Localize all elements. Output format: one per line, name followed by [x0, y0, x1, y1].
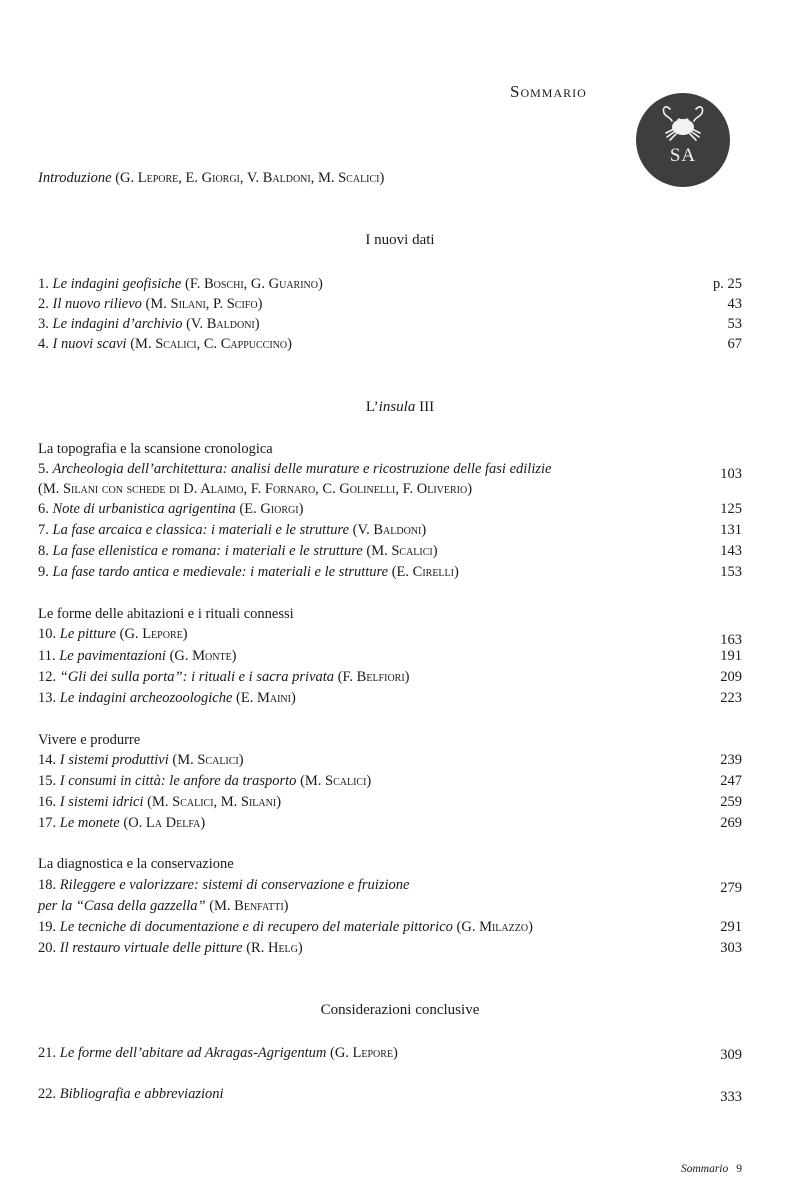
entry-page: 259 [720, 794, 742, 810]
entry-title: Le pitture [59, 626, 117, 642]
toc-entry-12[interactable] [38, 667, 742, 687]
toc-entry-21[interactable] [38, 1043, 742, 1063]
entry-authors: (R. Helg) [246, 940, 303, 956]
page-footer [681, 1163, 742, 1175]
entry-page: 153 [720, 564, 742, 580]
entry-title: Le indagini archeozoologiche [59, 690, 233, 706]
toc-entry-22[interactable] [38, 1084, 742, 1104]
page-title: Sommario [510, 82, 587, 101]
entry-authors: (O. La Delfa) [123, 815, 206, 831]
entry-page: 309 [720, 1047, 742, 1063]
entry-title: La fase arcaica e classica: i materiali e le strutture [52, 522, 350, 538]
toc-entry-5[interactable] [38, 459, 742, 482]
section-heading-insula [0, 397, 800, 417]
entry-number: 2. [38, 296, 49, 312]
heading-italic: insula [378, 399, 416, 415]
toc-entry-4[interactable] [38, 334, 742, 354]
group-title-abitazioni: Le forme delle abitazioni e i rituali connessi [38, 606, 294, 622]
entry-page: 223 [720, 690, 742, 706]
toc-entry-17[interactable] [38, 813, 742, 833]
entry-authors: (M. Scalici) [300, 773, 372, 789]
entry-number: 19. [38, 919, 57, 935]
entry-number: 12. [38, 669, 57, 685]
entry-title: La fase ellenistica e romana: i materiali e le strutture [52, 543, 363, 559]
entry-number: 18. [38, 877, 57, 893]
entry-title: Archeologia dell’architettura: analisi delle murature e ricostruzione delle fasi edilizie [52, 461, 552, 477]
toc-entry-15[interactable] [38, 771, 742, 791]
toc-entry-13[interactable] [38, 688, 742, 708]
entry-number: 11. [38, 648, 56, 664]
entry-title: Il nuovo rilievo [52, 296, 142, 312]
entry-authors: (F. Boschi, G. Guarino) [185, 276, 323, 292]
entry-authors: (G. Lepore) [119, 626, 188, 642]
heading-suffix: III [415, 399, 435, 415]
page-number: 9 [736, 1163, 742, 1175]
toc-entry-1[interactable] [38, 274, 742, 294]
toc-entry-5-authors [38, 479, 742, 499]
entry-title: I sistemi idrici [59, 794, 144, 810]
logo-text: SA [669, 145, 697, 166]
entry-authors: (M. Benfatti) [209, 898, 289, 914]
entry-number: 6. [38, 501, 49, 517]
entry-page: 131 [720, 522, 742, 538]
entry-authors: (F. Belfiori) [337, 669, 410, 685]
toc-entry-3[interactable] [38, 314, 742, 334]
entry-authors: (M. Scalici) [366, 543, 438, 559]
entry-title: I consumi in città: le anfore da trasporto [59, 773, 297, 789]
entry-number: 13. [38, 690, 57, 706]
toc-entry-9[interactable] [38, 562, 742, 582]
heading-prefix: L’ [365, 399, 379, 415]
entry-page: p. 25 [713, 276, 742, 292]
toc-entry-6[interactable] [38, 499, 742, 519]
entry-authors: (G. Lepore, E. Giorgi, V. Baldoni, M. Scalici) [115, 170, 385, 186]
toc-entry-19[interactable] [38, 917, 742, 937]
entry-page: 269 [720, 815, 742, 831]
section-heading-considerazioni: Considerazioni conclusive [320, 1002, 480, 1018]
toc-entry-8[interactable] [38, 541, 742, 561]
group-title-vivere: Vivere e produrre [38, 732, 141, 748]
entry-title: Le monete [59, 815, 120, 831]
entry-number: 1. [38, 276, 49, 292]
entry-page: 191 [720, 648, 742, 664]
toc-entry-7[interactable] [38, 520, 742, 540]
entry-page: 125 [720, 501, 742, 517]
entry-title: “Gli dei sulla porta”: i rituali e i sacra privata [59, 669, 335, 685]
entry-page: 143 [720, 543, 742, 559]
entry-page: 247 [720, 773, 742, 789]
entry-number: 14. [38, 752, 57, 768]
entry-page: 163 [720, 632, 742, 648]
entry-authors: (G. Monte) [169, 648, 237, 664]
entry-authors: (V. Baldoni) [186, 316, 260, 332]
entry-authors: (E. Giorgi) [239, 501, 304, 517]
entry-number: 5. [38, 461, 49, 477]
entry-number: 21. [38, 1045, 57, 1061]
entry-page: 333 [720, 1089, 742, 1105]
entry-number: 3. [38, 316, 49, 332]
entry-title-continued: per la “Casa della gazzella” [38, 898, 206, 914]
entry-page: 209 [720, 669, 742, 685]
entry-title: Le pavimentazioni [59, 648, 166, 664]
entry-page: 67 [727, 336, 742, 352]
entry-page: 53 [727, 316, 742, 332]
entry-authors: (M. Scalici, C. Cappuccino) [130, 336, 292, 352]
entry-page: 303 [720, 940, 742, 956]
footer-title: Sommario [680, 1163, 729, 1175]
toc-entry-18[interactable] [38, 875, 742, 895]
entry-authors: (M. Silani, P. Scifo) [145, 296, 263, 312]
entry-title: Le indagini geofisiche [52, 276, 182, 292]
entry-number: 7. [38, 522, 49, 538]
entry-title: Le indagini d’archivio [52, 316, 183, 332]
entry-title: I nuovi scavi [52, 336, 127, 352]
entry-authors: (G. Milazzo) [456, 919, 533, 935]
entry-number: 10. [38, 626, 57, 642]
entry-authors: (E. Cirelli) [391, 564, 459, 580]
group-title-diagnostica: La diagnostica e la conservazione [38, 856, 234, 872]
entry-number: 22. [38, 1086, 57, 1102]
entry-number: 16. [38, 794, 57, 810]
entry-title: Le tecniche di documentazione e di recupero del materiale pittorico [59, 919, 453, 935]
entry-authors: (V. Baldoni) [352, 522, 427, 538]
toc-entry-16[interactable] [38, 792, 742, 812]
entry-title: Il restauro virtuale delle pitture [59, 940, 243, 956]
entry-number: 8. [38, 543, 49, 559]
entry-page: 279 [720, 880, 742, 896]
entry-number: 15. [38, 773, 57, 789]
entry-title: I sistemi produttivi [59, 752, 169, 768]
entry-title: Rileggere e valorizzare: sistemi di conservazione e fruizione [59, 877, 410, 893]
toc-entry-20[interactable] [38, 938, 742, 958]
entry-title: Note di urbanistica agrigentina [52, 501, 236, 517]
entry-title: La fase tardo antica e medievale: i materiali e le strutture [52, 564, 389, 580]
entry-page: 103 [720, 466, 742, 482]
toc-entry-14[interactable] [38, 750, 742, 770]
section-heading-nuovi-dati: I nuovi dati [365, 232, 435, 248]
entry-title: Le forme dell’abitare ad Akragas-Agrigentum [59, 1045, 327, 1061]
toc-entry-11[interactable] [38, 646, 742, 666]
entry-authors: (M. Scalici, M. Silani) [147, 794, 282, 810]
entry-title: Introduzione [38, 170, 112, 186]
entry-page: 239 [720, 752, 742, 768]
entry-number: 17. [38, 815, 57, 831]
entry-authors: (M. Silani con schede di D. Alaimo, F. Fornaro, C. Golinelli, F. Oliverio) [38, 481, 473, 497]
toc-entry-10[interactable] [38, 624, 742, 648]
toc-entry-18-line2 [38, 896, 742, 916]
toc-entry-2[interactable] [38, 294, 742, 314]
entry-authors: (M. Scalici) [172, 752, 244, 768]
entry-page: 291 [720, 919, 742, 935]
entry-title: Bibliografia e abbreviazioni [59, 1086, 224, 1102]
crab-icon [636, 101, 730, 143]
group-title-topografia: La topografia e la scansione cronologica [38, 441, 273, 457]
entry-number: 9. [38, 564, 49, 580]
entry-number: 20. [38, 940, 57, 956]
entry-authors: (E. Maini) [236, 690, 296, 706]
entry-authors: (G. Lepore) [329, 1045, 398, 1061]
toc-entry-intro[interactable] [38, 168, 742, 188]
entry-page: 43 [727, 296, 742, 312]
entry-number: 4. [38, 336, 49, 352]
